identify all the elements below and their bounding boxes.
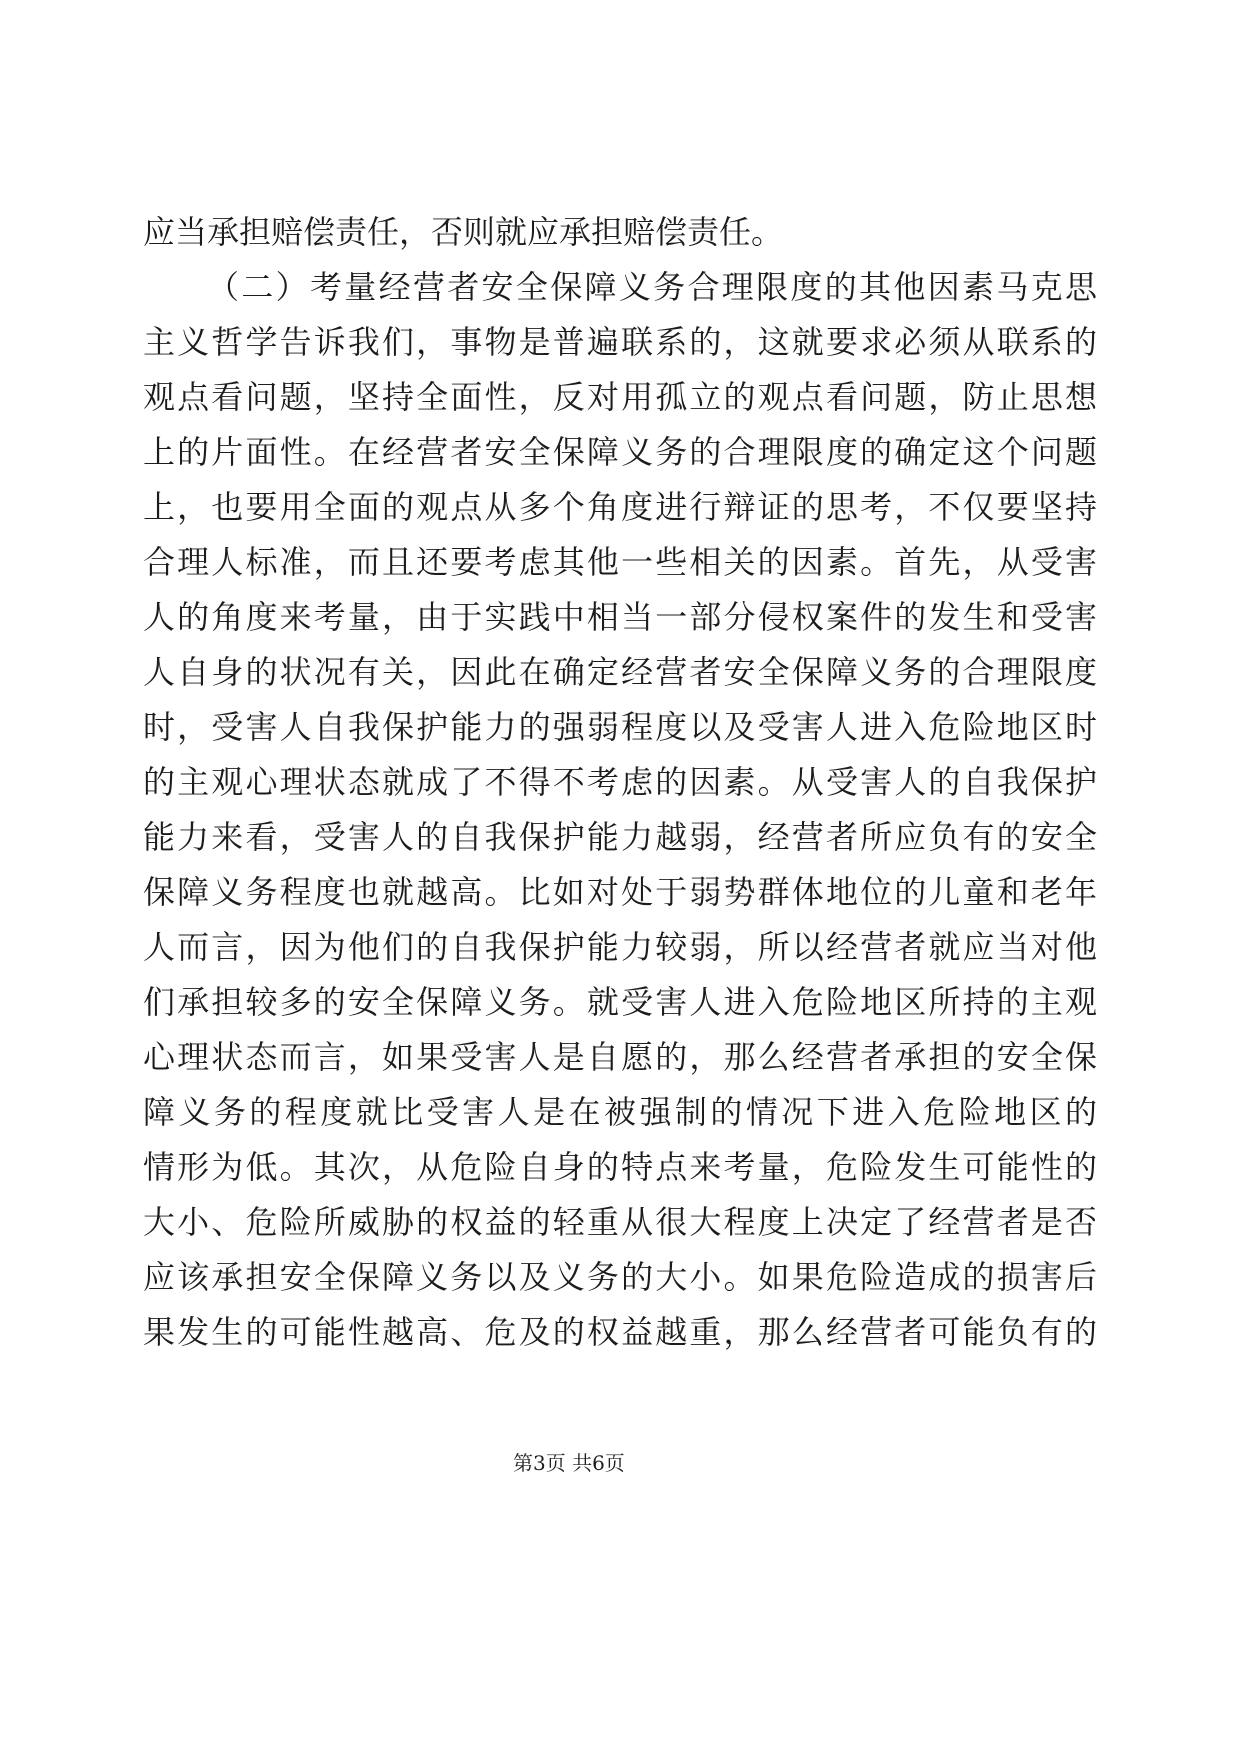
- text-line: 人的角度来考量，由于实践中相当一部分侵权案件的发生和受害: [143, 598, 1097, 636]
- body-text: [143, 205, 1097, 1360]
- text-line: 障义务的程度就比受害人是在被强制的情况下进入危险地区的: [143, 1093, 1097, 1131]
- text-line: 合理人标准，而且还要考虑其他一些相关的因素。首先，从受害: [143, 543, 1097, 581]
- text-line: 上的片面性。在经营者安全保障义务的合理限度的确定这个问题: [143, 433, 1097, 471]
- text-line: 能力来看，受害人的自我保护能力越弱，经营者所应负有的安全: [143, 818, 1097, 856]
- text-line: 应当承担赔偿责任，否则就应承担赔偿责任。: [143, 213, 784, 251]
- text-line: （二）考量经营者安全保障义务合理限度的其他因素马克思: [207, 268, 1097, 306]
- text-line: 大小、危险所威胁的权益的轻重从很大程度上决定了经营者是否: [143, 1203, 1097, 1241]
- text-line: 上，也要用全面的观点从多个角度进行辩证的思考，不仅要坚持: [143, 488, 1097, 526]
- text-line: 的主观心理状态就成了不得不考虑的因素。从受害人的自我保护: [143, 763, 1097, 801]
- text-line: 时，受害人自我保护能力的强弱程度以及受害人进入危险地区时: [143, 708, 1097, 746]
- text-line: 人而言，因为他们的自我保护能力较弱，所以经营者就应当对他: [143, 928, 1097, 966]
- text-line: 主义哲学告诉我们，事物是普遍联系的，这就要求必须从联系的: [143, 323, 1097, 361]
- text-line: 人自身的状况有关，因此在确定经营者安全保障义务的合理限度: [143, 653, 1097, 691]
- text-line: 们承担较多的安全保障义务。就受害人进入危险地区所持的主观: [143, 983, 1097, 1021]
- text-line: 应该承担安全保障义务以及义务的大小。如果危险造成的损害后: [143, 1258, 1097, 1296]
- page-number-footer: 第3页 共6页: [513, 1451, 625, 1475]
- text-line: 观点看问题，坚持全面性，反对用孤立的观点看问题，防止思想: [143, 378, 1097, 416]
- text-line: 情形为低。其次，从危险自身的特点来考量，危险发生可能性的: [143, 1148, 1097, 1186]
- text-line: 果发生的可能性越高、危及的权益越重，那么经营者可能负有的: [143, 1313, 1097, 1351]
- text-line: 保障义务程度也就越高。比如对处于弱势群体地位的儿童和老年: [143, 873, 1097, 911]
- text-line: 心理状态而言，如果受害人是自愿的，那么经营者承担的安全保: [143, 1038, 1097, 1076]
